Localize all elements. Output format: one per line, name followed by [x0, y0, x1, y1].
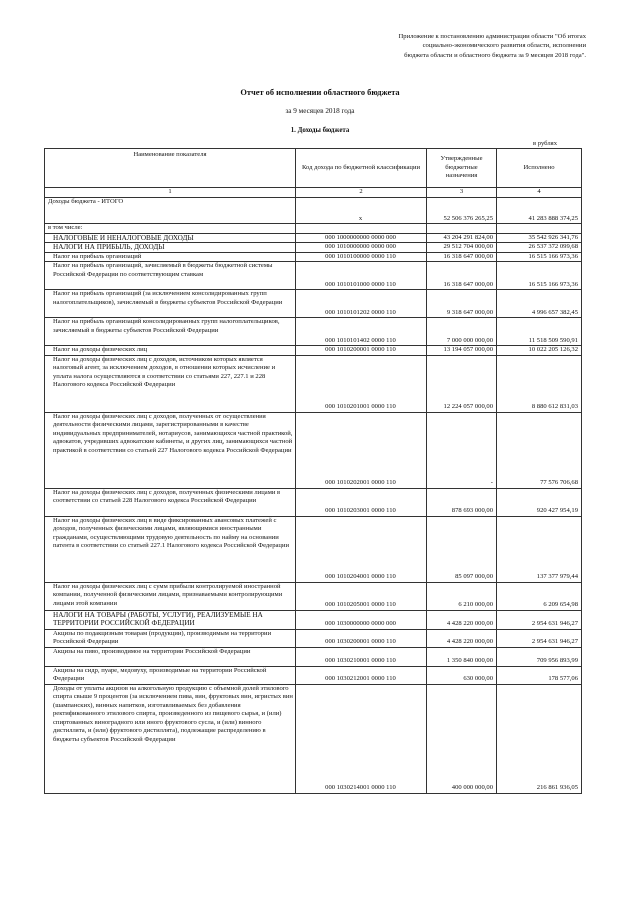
table-row	[45, 647, 582, 666]
row-name: Акцизы на сидр, пуаре, медовуху, производимые на территории Российской Федерации	[45, 666, 296, 684]
row-code: 000 1010101000 0000 110	[296, 262, 427, 290]
row-plan-amount: 16 318 647 000,00	[427, 252, 497, 262]
row-plan-amount: 13 194 057 000,00	[427, 346, 497, 356]
row-name: НАЛОГИ НА ТОВАРЫ (РАБОТЫ, УСЛУГИ), РЕАЛИЗУЕМЫЕ НА ТЕРРИТОРИИ РОССИЙСКОЙ ФЕДЕРАЦИИ	[45, 610, 296, 629]
row-code: 000 1030214001 0000 110	[296, 684, 427, 793]
table-row	[45, 243, 582, 253]
row-fact-amount: 4 996 657 382,45	[497, 290, 582, 318]
table-row	[45, 262, 582, 290]
row-fact-amount: 41 283 888 374,25	[497, 198, 582, 224]
table-row	[45, 412, 582, 488]
row-code: 000 1010201001 0000 110	[296, 355, 427, 412]
row-plan-amount: 630 000,00	[427, 666, 497, 684]
table-row	[45, 290, 582, 318]
row-name: Налог на прибыль организаций, зачисляемый в бюджеты бюджетной системы Российской Федерации по соответствующим ставкам	[45, 262, 296, 290]
row-code: 000 1010200001 0000 110	[296, 346, 427, 356]
row-fact-amount: 920 427 954,19	[497, 488, 582, 516]
column-header-plan: Утвержденные бюджетные назначения	[427, 149, 497, 188]
row-code: 000 1030210001 0000 110	[296, 647, 427, 666]
currency-note: в рублях	[533, 140, 557, 147]
report-period: за 9 месяцев 2018 года	[285, 107, 355, 115]
column-number: 1	[45, 188, 296, 198]
row-code: х	[296, 198, 427, 224]
table-row	[45, 666, 582, 684]
row-name: в том числе:	[45, 224, 296, 234]
table-row	[45, 233, 582, 243]
row-fact-amount: 8 880 612 831,03	[497, 355, 582, 412]
row-name: Акцизы по подакцизным товарам (продукции), производимым на территории Российской Федерации	[45, 629, 296, 647]
column-number-row	[45, 188, 582, 198]
row-fact-amount: 178 577,06	[497, 666, 582, 684]
column-header-name: Наименование показателя	[45, 149, 296, 188]
table-row	[45, 684, 582, 793]
table-row	[45, 516, 582, 582]
column-header-fact: Исполнено	[497, 149, 582, 188]
table-row	[45, 198, 582, 224]
report-title: Отчет об исполнении областного бюджета	[240, 88, 400, 97]
row-name: Налог на доходы физических лиц с сумм прибыли контролируемой иностранной компании, полученной физическими лицами, признаваемыми контролирующими лицами этой компании	[45, 582, 296, 610]
row-code: 000 1010101402 0000 110	[296, 318, 427, 346]
row-plan-amount: 1 350 840 000,00	[427, 647, 497, 666]
row-fact-amount: 10 022 205 126,32	[497, 346, 582, 356]
row-plan-amount: 43 204 291 824,00	[427, 233, 497, 243]
row-code: 000 1010101202 0000 110	[296, 290, 427, 318]
row-code	[296, 224, 427, 234]
row-plan-amount: 52 506 376 265,25	[427, 198, 497, 224]
row-fact-amount: 11 518 509 590,91	[497, 318, 582, 346]
row-plan-amount	[427, 224, 497, 234]
column-header-code: Код дохода по бюджетной классификации	[296, 149, 427, 188]
row-fact-amount: 6 209 654,98	[497, 582, 582, 610]
table-row	[45, 488, 582, 516]
row-fact-amount: 709 956 893,99	[497, 647, 582, 666]
section-title: 1. Доходы бюджета	[290, 127, 350, 134]
budget-revenue-table	[44, 148, 582, 794]
row-plan-amount: 85 097 000,00	[427, 516, 497, 582]
column-number: 3	[427, 188, 497, 198]
row-code: 000 1010000000 0000 000	[296, 243, 427, 253]
row-name: НАЛОГИ НА ПРИБЫЛЬ, ДОХОДЫ	[45, 243, 296, 253]
row-plan-amount: 4 428 220 000,00	[427, 629, 497, 647]
row-name: Налог на доходы физических лиц с доходов, источником которых является налоговый агент, за исключением доходов, в отношении которых исчисление и уплата налога осуществляются в соответствии со статьями 227, 227.1 и 228 Налогового кодекса Российской Федерации	[45, 355, 296, 412]
table-row	[45, 346, 582, 356]
row-fact-amount	[497, 224, 582, 234]
row-plan-amount: 7 000 000 000,00	[427, 318, 497, 346]
row-code: 000 1000000000 0000 000	[296, 233, 427, 243]
appendix-note: Приложение к постановлению администрации области "Об итогах социально-экономического развития области, исполнении бюджета области и областного бюджета за 9 месяцев 2018 года".	[398, 33, 586, 59]
row-name: Налог на прибыль организаций консолидированных групп налогоплательщиков, зачисляемый в бюджеты субъектов Российской Федерации	[45, 318, 296, 346]
row-fact-amount: 77 576 706,68	[497, 412, 582, 488]
row-name: Налог на доходы физических лиц	[45, 346, 296, 356]
row-name: Налог на прибыль организаций (за исключением консолидированных групп налогоплательщиков), зачисляемый в бюджеты субъектов Российской Федерации	[45, 290, 296, 318]
row-plan-amount: 400 000 000,00	[427, 684, 497, 793]
row-fact-amount: 16 515 166 973,36	[497, 262, 582, 290]
table-header-row	[45, 149, 582, 188]
row-fact-amount: 16 515 166 973,36	[497, 252, 582, 262]
table-row	[45, 318, 582, 346]
row-name: Налог на прибыль организаций	[45, 252, 296, 262]
column-number: 2	[296, 188, 427, 198]
row-code: 000 1010205001 0000 110	[296, 582, 427, 610]
row-name: Налог на доходы физических лиц с доходов, полученных от осуществления деятельности физическими лицами, зарегистрированными в качестве индивидуальных предпринимателей, нотариусов, занимающихся частной практикой, адвокатов, учредивших адвокатские кабинеты, и других лиц, занимающихся частной практикой в соответствии со статьей 227 Налогового кодекса Российской Федерации	[45, 412, 296, 488]
row-code: 000 1010204001 0000 110	[296, 516, 427, 582]
row-plan-amount: 9 318 647 000,00	[427, 290, 497, 318]
row-code: 000 1010203001 0000 110	[296, 488, 427, 516]
row-fact-amount: 35 542 926 341,76	[497, 233, 582, 243]
row-plan-amount: 16 318 647 000,00	[427, 262, 497, 290]
row-name: НАЛОГОВЫЕ И НЕНАЛОГОВЫЕ ДОХОДЫ	[45, 233, 296, 243]
row-name: Налог на доходы физических лиц с доходов, полученных физическими лицами в соответствии со статьей 228 Налогового кодекса Российской Федерации	[45, 488, 296, 516]
row-name: Доходы от уплаты акцизов на алкогольную продукцию с объемной долей этилового спирта свыше 9 процентов (за исключением пива, вин, фруктовых вин, игристых вин (шампанских), винных напитков, изготавливаемых без добавления ректификованного этилового спирта, произведенного из пищевого сырья, и (или) спиртованных виноградного или иного фруктового сусла, и (или) винного дистиллята, и (или) фруктового дистиллята), подлежащие распределению в бюджеты субъектов Российской Федерации	[45, 684, 296, 793]
row-code: 000 1030200001 0000 110	[296, 629, 427, 647]
row-name: Доходы бюджета - ИТОГО	[45, 198, 296, 224]
row-fact-amount: 216 861 936,05	[497, 684, 582, 793]
row-plan-amount: 6 210 000,00	[427, 582, 497, 610]
table-row	[45, 610, 582, 629]
column-number: 4	[497, 188, 582, 198]
row-plan-amount: -	[427, 412, 497, 488]
table-row	[45, 582, 582, 610]
row-plan-amount: 878 693 000,00	[427, 488, 497, 516]
table-row	[45, 224, 582, 234]
table-row	[45, 629, 582, 647]
row-fact-amount: 26 537 372 099,68	[497, 243, 582, 253]
row-name: Налог на доходы физических лиц в виде фиксированных авансовых платежей с доходов, полученных физическими лицами, являющимися иностранными гражданами, осуществляющими трудовую деятельность по найму на основании патента в соответствии со статьей 227.1 Налогового кодекса Российской Федерации	[45, 516, 296, 582]
row-code: 000 1010202001 0000 110	[296, 412, 427, 488]
row-fact-amount: 2 954 631 946,27	[497, 610, 582, 629]
row-code: 000 1030212001 0000 110	[296, 666, 427, 684]
row-name: Акцизы на пиво, производимое на территории Российской Федерации	[45, 647, 296, 666]
row-plan-amount: 29 512 704 000,00	[427, 243, 497, 253]
row-fact-amount: 137 377 979,44	[497, 516, 582, 582]
row-code: 000 1030000000 0000 000	[296, 610, 427, 629]
row-plan-amount: 12 224 057 000,00	[427, 355, 497, 412]
table-row	[45, 252, 582, 262]
row-fact-amount: 2 954 631 946,27	[497, 629, 582, 647]
table-row	[45, 355, 582, 412]
row-plan-amount: 4 428 220 000,00	[427, 610, 497, 629]
row-code: 000 1010100000 0000 110	[296, 252, 427, 262]
